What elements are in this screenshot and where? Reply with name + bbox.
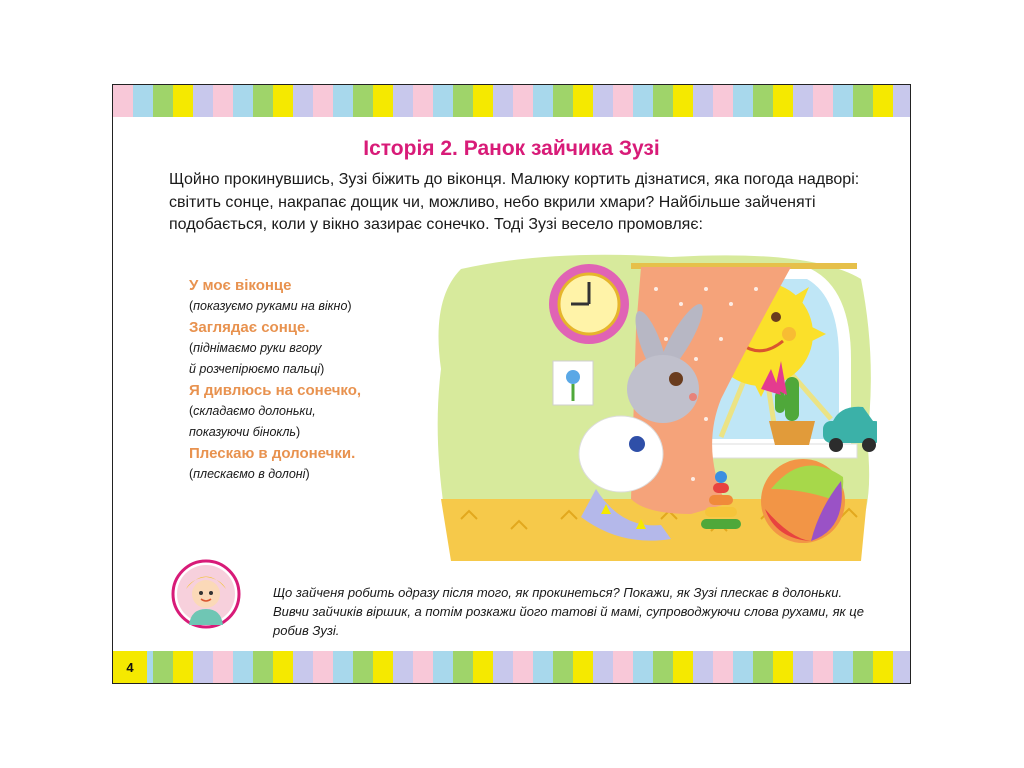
stripe-segment	[493, 85, 513, 117]
poem-line: У моє віконце	[189, 277, 292, 294]
book-page	[112, 84, 911, 684]
stripe-segment	[873, 651, 893, 683]
stripe-segment	[673, 85, 693, 117]
stripe-segment	[813, 85, 833, 117]
stripe-segment	[333, 85, 353, 117]
stripe-segment	[373, 651, 393, 683]
stripe-segment	[153, 651, 173, 683]
stripe-segment	[553, 651, 573, 683]
stripe-segment	[673, 651, 693, 683]
stripe-segment	[813, 651, 833, 683]
stripe-segment	[853, 85, 873, 117]
stripe-segment	[353, 651, 373, 683]
stripe-segment	[433, 651, 453, 683]
stripe-segment	[313, 651, 333, 683]
stripe-segment	[593, 651, 613, 683]
stripe-segment	[313, 85, 333, 117]
stripe-segment	[793, 85, 813, 117]
stripe-segment	[773, 651, 793, 683]
stripe-segment	[533, 85, 553, 117]
stripe-segment	[553, 85, 573, 117]
stripe-segment	[653, 85, 673, 117]
poem-action: (складаємо долоньки,	[189, 404, 316, 418]
stripe-segment	[733, 651, 753, 683]
poem-action: (плескаємо в долоні)	[189, 467, 310, 481]
stripe-segment	[613, 651, 633, 683]
poem	[189, 275, 449, 485]
stripe-segment	[573, 651, 593, 683]
stripe-segment	[253, 651, 273, 683]
stripe-segment	[253, 85, 273, 117]
stripe-segment	[273, 85, 293, 117]
stripe-segment	[353, 85, 373, 117]
stripe-segment	[413, 85, 433, 117]
stripe-segment	[753, 85, 773, 117]
stripe-segment	[753, 651, 773, 683]
stripe-segment	[233, 651, 253, 683]
stripe-segment	[213, 85, 233, 117]
intro-paragraph: Щойно прокинувшись, Зузі біжить до віконця. Малюку кортить дізнатися, яка погода надворі: світить сонце, накрапає дощик чи, можливо, небо вкрили хмари? Найбільше зайченяті подобається, коли у вікно зазирає сонечко. Тоді Зузі весело промовляє:	[169, 171, 860, 233]
stripe-segment	[133, 85, 153, 117]
stripe-segment	[853, 651, 873, 683]
bottom-decorative-stripe	[113, 651, 910, 683]
poem-action: й розчепірюємо пальці)	[189, 362, 325, 376]
stripe-segment	[173, 651, 193, 683]
stripe-segment	[833, 651, 853, 683]
stripe-segment	[153, 85, 173, 117]
stripe-segment	[333, 651, 353, 683]
stripe-segment	[393, 651, 413, 683]
stripe-segment	[393, 85, 413, 117]
stripe-segment	[193, 651, 213, 683]
child-avatar-icon	[171, 559, 241, 629]
stripe-segment	[833, 85, 853, 117]
poem-action: (показуємо руками на вікно)	[189, 299, 352, 313]
stripe-segment	[213, 651, 233, 683]
stripe-segment	[513, 651, 533, 683]
stripe-segment	[793, 651, 813, 683]
stripe-segment	[873, 85, 893, 117]
stripe-segment	[473, 85, 493, 117]
stripe-segment	[493, 651, 513, 683]
stripe-segment	[293, 651, 313, 683]
stripe-segment	[413, 651, 433, 683]
stripe-segment	[453, 651, 473, 683]
stripe-segment	[373, 85, 393, 117]
stripe-segment	[893, 651, 911, 683]
poem-line: Я дивлюсь на сонечко,	[189, 382, 362, 399]
stripe-segment	[293, 85, 313, 117]
stripe-segment	[653, 651, 673, 683]
poem-action: (піднімаємо руки вгору	[189, 341, 322, 355]
stripe-segment	[633, 651, 653, 683]
poem-action: показуючи бінокль)	[189, 425, 301, 439]
stripe-segment	[233, 85, 253, 117]
bunny-at-window-illustration	[431, 249, 877, 569]
stripe-segment	[693, 651, 713, 683]
stripe-segment	[593, 85, 613, 117]
stripe-segment	[173, 85, 193, 117]
stripe-segment	[433, 85, 453, 117]
stripe-segment	[613, 85, 633, 117]
stripe-segment	[773, 85, 793, 117]
stripe-segment	[893, 85, 911, 117]
stripe-segment	[633, 85, 653, 117]
stripe-segment	[693, 85, 713, 117]
stripe-segment	[473, 651, 493, 683]
poem-line: Плескаю в долонечки.	[189, 445, 356, 462]
stripe-segment	[513, 85, 533, 117]
stripe-segment	[453, 85, 473, 117]
stripe-segment	[733, 85, 753, 117]
stripe-segment	[273, 651, 293, 683]
stripe-segment	[713, 85, 733, 117]
stripe-segment	[573, 85, 593, 117]
stripe-segment	[113, 85, 133, 117]
page-title: Історія 2. Ранок зайчика Зузі	[363, 137, 660, 160]
poem-line: Заглядає сонце.	[189, 319, 310, 336]
task-text: Що зайченя робить одразу після того, як прокинеться? Покажи, як Зузі плескає в долоньки. Вивчи зайчиків віршик, а потім розкажи його татові й мамі, супроводжуючи слова рухами, як це робив Зузі.	[273, 585, 864, 638]
top-decorative-stripe	[113, 85, 910, 117]
stripe-segment	[533, 651, 553, 683]
page-number: 4	[113, 651, 147, 683]
stripe-segment	[193, 85, 213, 117]
stripe-segment	[713, 651, 733, 683]
